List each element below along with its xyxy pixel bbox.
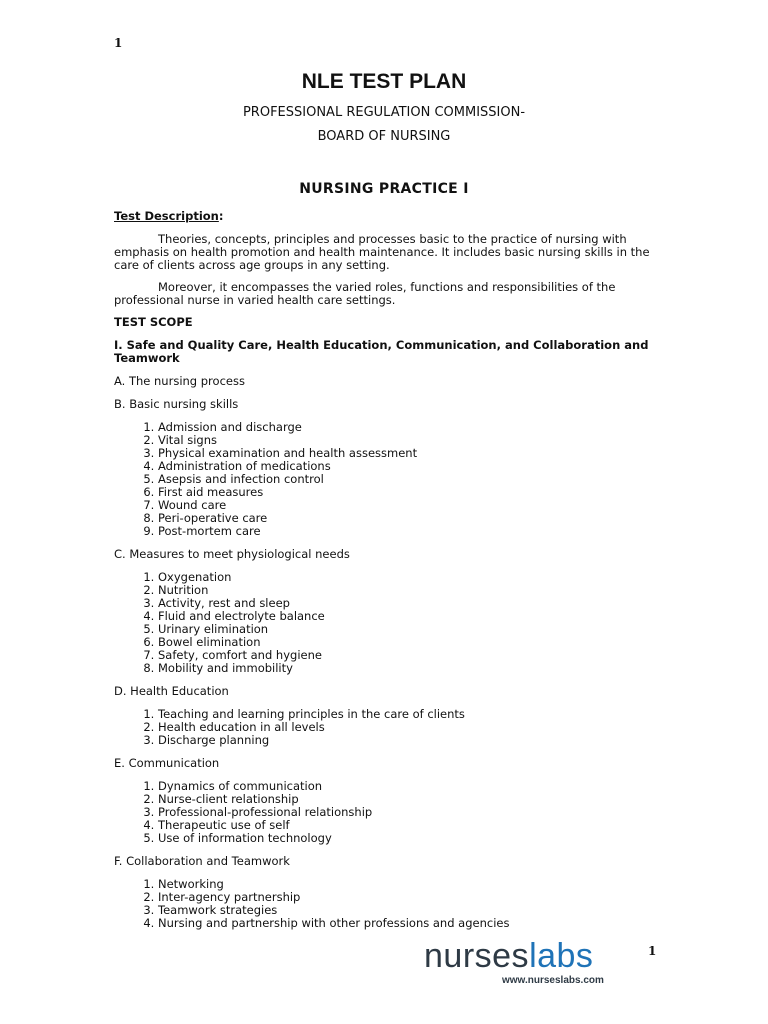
list-item: 7. Wound care <box>158 499 654 512</box>
list-item: 2. Nutrition <box>158 584 654 597</box>
list-item: 5. Asepsis and infection control <box>158 473 654 486</box>
description-paragraph-2: Moreover, it encompasses the varied roles, functions and responsibilities of the professional nurse in varied health care settings. <box>114 280 616 307</box>
list-item: 1. Admission and discharge <box>158 421 654 434</box>
test-description-heading <box>114 210 654 223</box>
scope-section-heading: A. The nursing process <box>114 374 245 388</box>
description-paragraph-1: Theories, concepts, principles and processes basic to the practice of nursing with emphasis on health promotion and health maintenance. It includes basic nursing skills in the care of clients across age groups in any setting. <box>114 232 650 272</box>
list-item: 1. Teaching and learning principles in the care of clients <box>158 708 654 721</box>
document-subtitle-commission: PROFESSIONAL REGULATION COMMISSION- <box>242 105 526 120</box>
test-description-colon: : <box>218 209 224 223</box>
list-item: 4. Administration of medications <box>158 460 654 473</box>
scope-section-list <box>114 708 654 747</box>
scope-section-list <box>114 571 654 675</box>
document-subtitle-board: BOARD OF NURSING <box>317 129 451 144</box>
logo-url: www.nurseslabs.com <box>502 975 604 986</box>
list-item: 5. Urinary elimination <box>158 623 654 636</box>
list-item: 2. Nurse-client relationship <box>158 793 654 806</box>
scope-section-heading: D. Health Education <box>114 684 229 698</box>
list-item: 3. Physical examination and health assessment <box>158 447 654 460</box>
scope-section-heading: C. Measures to meet physiological needs <box>114 547 350 561</box>
scope-area-heading: I. Safe and Quality Care, Health Education, Communication, and Collaboration and Teamwork <box>114 338 649 365</box>
list-item: 2. Health education in all levels <box>158 721 654 734</box>
scope-section-list <box>114 780 654 845</box>
list-item: 3. Professional-professional relationship <box>158 806 654 819</box>
scope-section-heading: E. Communication <box>114 756 220 770</box>
scope-section-heading: B. Basic nursing skills <box>114 397 239 411</box>
list-item: 1. Oxygenation <box>158 571 654 584</box>
scope-section-heading: F. Collaboration and Teamwork <box>114 854 290 868</box>
list-item: 8. Mobility and immobility <box>158 662 654 675</box>
list-item: 1. Dynamics of communication <box>158 780 654 793</box>
test-scope-heading: TEST SCOPE <box>114 315 193 329</box>
scope-section-list <box>114 421 654 538</box>
page-number-top: 1 <box>114 36 123 50</box>
list-item: 1. Networking <box>158 878 654 891</box>
list-item: 3. Discharge planning <box>158 734 654 747</box>
document-body <box>114 210 654 940</box>
list-item: 7. Safety, comfort and hygiene <box>158 649 654 662</box>
list-item: 6. Bowel elimination <box>158 636 654 649</box>
list-item: 2. Vital signs <box>158 434 654 447</box>
list-item: 4. Fluid and electrolyte balance <box>158 610 654 623</box>
section-title: NURSING PRACTICE I <box>299 181 469 197</box>
nurseslabs-logo <box>424 938 593 974</box>
document-title: NLE TEST PLAN <box>301 70 467 93</box>
list-item: 9. Post-mortem care <box>158 525 654 538</box>
list-item: 3. Teamwork strategies <box>158 904 654 917</box>
logo-text-labs: labs <box>529 937 594 975</box>
list-item: 2. Inter-agency partnership <box>158 891 654 904</box>
scope-section-list <box>114 878 654 930</box>
list-item: 5. Use of information technology <box>158 832 654 845</box>
scope-sections <box>114 375 654 930</box>
list-item: 6. First aid measures <box>158 486 654 499</box>
list-item: 4. Nursing and partnership with other professions and agencies <box>158 917 654 930</box>
page-number-bottom: 1 <box>648 944 657 958</box>
list-item: 4. Therapeutic use of self <box>158 819 654 832</box>
list-item: 8. Peri-operative care <box>158 512 654 525</box>
logo-text-nurses: nurses <box>424 937 530 975</box>
list-item: 3. Activity, rest and sleep <box>158 597 654 610</box>
test-description-label: Test Description <box>114 209 219 223</box>
